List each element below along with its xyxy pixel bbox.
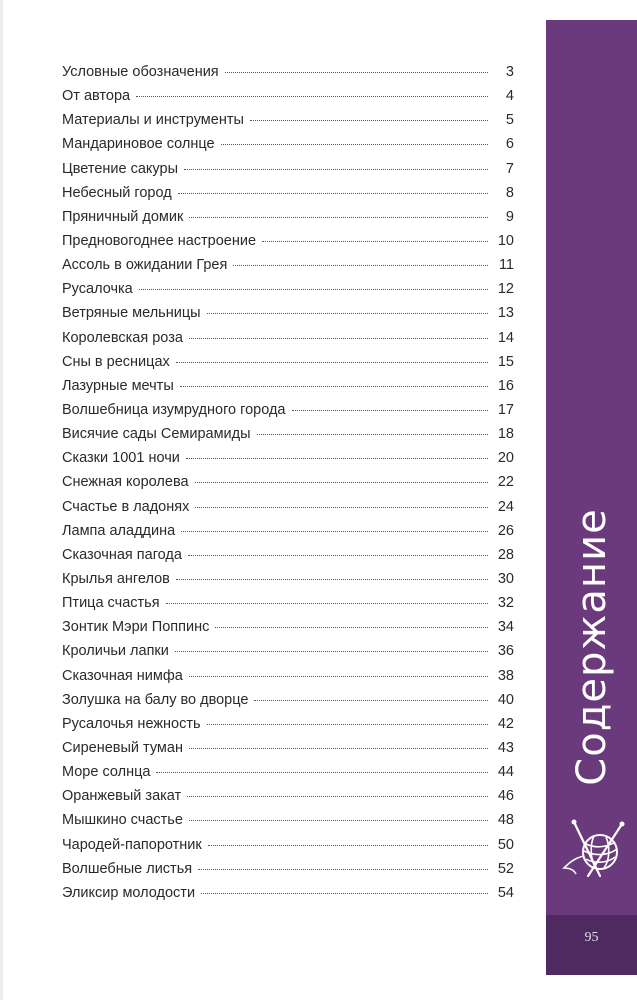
dot-leader [207, 723, 488, 725]
dot-leader [166, 602, 488, 604]
toc-entry [62, 136, 514, 160]
toc-entry-page: 3 [505, 64, 514, 80]
toc-entry-page: 34 [497, 619, 514, 636]
toc-entry [62, 426, 514, 450]
dot-leader [189, 337, 488, 339]
toc-entry-title: Небесный город [62, 184, 172, 201]
toc-entry-page: 42 [497, 715, 514, 732]
toc-entry [62, 668, 514, 692]
toc-entry-title: Сказки 1001 ночи [62, 450, 180, 467]
toc-entry-page: 14 [497, 329, 514, 346]
toc-entry-page: 22 [497, 474, 514, 491]
yarn-ball-with-needles-icon [560, 818, 626, 880]
page-number: 95 [584, 930, 599, 945]
toc-entry-page: 10 [497, 232, 514, 249]
dot-leader [198, 868, 488, 870]
toc-entry [62, 209, 514, 233]
toc-entry [62, 764, 514, 788]
toc-entry [62, 571, 514, 595]
toc-entry-title: Сиреневый туман [62, 739, 183, 756]
toc-entry-title: Русалочка [62, 281, 133, 298]
toc-entry-page: 28 [497, 546, 514, 563]
dot-leader [139, 288, 488, 290]
toc-entry-title: Золушка на балу во дворце [62, 691, 249, 708]
toc-entry-title: Мышкино счастье [62, 812, 183, 829]
dot-leader [181, 530, 488, 532]
toc-entry [62, 595, 514, 619]
dot-leader [136, 95, 488, 97]
toc-entry [62, 692, 514, 716]
dot-leader [195, 506, 488, 508]
toc-entry [62, 643, 514, 667]
toc-entry-page: 8 [505, 184, 514, 201]
dot-leader [188, 554, 488, 556]
dot-leader [178, 192, 488, 194]
toc-entry-title: Зонтик Мэри Поппинс [62, 619, 210, 636]
toc-entry-title: Русалочья нежность [62, 715, 201, 732]
toc-entry-title: Кроличьи лапки [62, 643, 169, 660]
toc-entry-title: Сказочная пагода [62, 546, 182, 563]
toc-entry-page: 24 [497, 498, 514, 515]
toc-entry-page: 18 [497, 426, 514, 443]
toc-entry-title: Эликсир молодости [62, 884, 196, 901]
toc-entry [62, 281, 514, 305]
toc-entry-page: 38 [497, 667, 514, 684]
toc-entry [62, 523, 514, 547]
dot-leader [175, 650, 488, 652]
toc-entry-title: Лазурные мечты [62, 377, 174, 394]
toc-entry-title: Птица счастья [62, 595, 160, 612]
dot-leader [189, 216, 488, 218]
toc-entry-title: Пряничный домик [62, 208, 184, 225]
toc-entry [62, 378, 514, 402]
toc-entry-page: 30 [497, 570, 514, 587]
toc-entry-page: 5 [505, 112, 514, 129]
toc-entry-title: Море солнца [62, 764, 151, 781]
toc-entry-page: 9 [505, 208, 514, 225]
dot-leader [186, 457, 488, 459]
toc-entry-title: Висячие сады Семирамиды [62, 426, 251, 443]
toc-entry [62, 837, 514, 861]
toc-entry-title: Мандариновое солнце [62, 136, 215, 153]
dot-leader [176, 361, 488, 363]
dot-leader [176, 578, 488, 580]
toc-entry [62, 740, 514, 764]
toc-entry-page: 7 [505, 160, 514, 177]
toc-entry-page: 12 [497, 281, 514, 298]
toc-entry-page: 46 [497, 788, 514, 805]
toc-entry-title: Оранжевый закат [62, 788, 182, 805]
toc-entry-page: 54 [497, 884, 514, 901]
toc-entry [62, 88, 514, 112]
toc-entry-page: 50 [497, 836, 514, 853]
toc-entry-title: Волшебные листья [62, 860, 193, 877]
toc-entry-page: 15 [497, 353, 514, 370]
toc-entry [62, 474, 514, 498]
toc-entry-page: 13 [497, 305, 514, 322]
dot-leader [207, 312, 488, 314]
dot-leader [189, 675, 488, 677]
toc-entry [62, 330, 514, 354]
page-edge [0, 0, 3, 1000]
dot-leader [208, 844, 488, 846]
toc-entry-page: 36 [497, 643, 514, 660]
toc-entry-title: Королевская роза [62, 329, 183, 346]
dot-leader [189, 819, 488, 821]
toc-entry-title: Ассоль в ожидании Грея [62, 257, 228, 274]
toc-entry [62, 305, 514, 329]
toc-entry-title: Лампа аладдина [62, 522, 176, 539]
toc-entry-title: Ветряные мельницы [62, 305, 201, 322]
dot-leader [201, 892, 488, 894]
dot-leader [215, 626, 488, 628]
toc-entry-title: Условные обозначения [62, 64, 219, 80]
toc-entry [62, 861, 514, 885]
toc-entry [62, 402, 514, 426]
toc-entry-page: 11 [498, 257, 514, 274]
dot-leader [233, 264, 488, 266]
dot-leader [225, 71, 488, 73]
toc-entry-title: От автора [62, 88, 131, 105]
toc-entry-page: 52 [497, 860, 514, 877]
toc-entry-title: Предновогоднее настроение [62, 232, 257, 249]
toc-entry [62, 499, 514, 523]
toc-entry-title: Счастье в ладонях [62, 498, 190, 515]
toc-entry-page: 6 [505, 136, 514, 153]
toc-entry [62, 161, 514, 185]
toc-entry-page: 20 [497, 450, 514, 467]
dot-leader [221, 143, 488, 145]
section-title: Содержание [569, 508, 615, 786]
toc-entry-title: Сны в ресницах [62, 353, 170, 370]
toc-entry-page: 26 [497, 522, 514, 539]
dot-leader [292, 409, 489, 411]
dot-leader [184, 168, 488, 170]
toc-entry-title: Волшебница изумрудного города [62, 401, 286, 418]
dot-leader [187, 795, 488, 797]
toc-entry-title: Сказочная нимфа [62, 667, 183, 684]
dot-leader [156, 771, 488, 773]
toc-entry-title: Крылья ангелов [62, 570, 170, 587]
toc-entry [62, 64, 514, 88]
dot-leader [250, 119, 488, 121]
toc-entry-page: 16 [497, 377, 514, 394]
toc-entry-page: 17 [497, 401, 514, 418]
toc-entry-page: 44 [497, 764, 514, 781]
toc-entry-page: 32 [497, 595, 514, 612]
toc-entry [62, 185, 514, 209]
toc-entry [62, 112, 514, 136]
toc-entry [62, 788, 514, 812]
toc-entry [62, 716, 514, 740]
toc-entry-title: Чародей-папоротник [62, 836, 202, 853]
toc-entry [62, 547, 514, 571]
dot-leader [262, 240, 488, 242]
dot-leader [254, 699, 488, 701]
toc-entry-page: 4 [505, 88, 514, 105]
dot-leader [189, 747, 488, 749]
toc-entry-title: Цветение сакуры [62, 160, 178, 177]
toc-entry-title: Материалы и инструменты [62, 112, 244, 129]
toc-entry-title: Снежная королева [62, 474, 189, 491]
toc-entry [62, 885, 514, 909]
dot-leader [195, 481, 488, 483]
toc-entry [62, 354, 514, 378]
table-of-contents [62, 64, 514, 909]
toc-entry [62, 619, 514, 643]
dot-leader [180, 385, 488, 387]
dot-leader [257, 433, 488, 435]
toc-entry-page: 43 [497, 739, 514, 756]
toc-entry-page: 48 [497, 812, 514, 829]
toc-entry [62, 450, 514, 474]
toc-entry [62, 812, 514, 836]
toc-entry-page: 40 [497, 691, 514, 708]
toc-entry [62, 257, 514, 281]
toc-entry [62, 233, 514, 257]
